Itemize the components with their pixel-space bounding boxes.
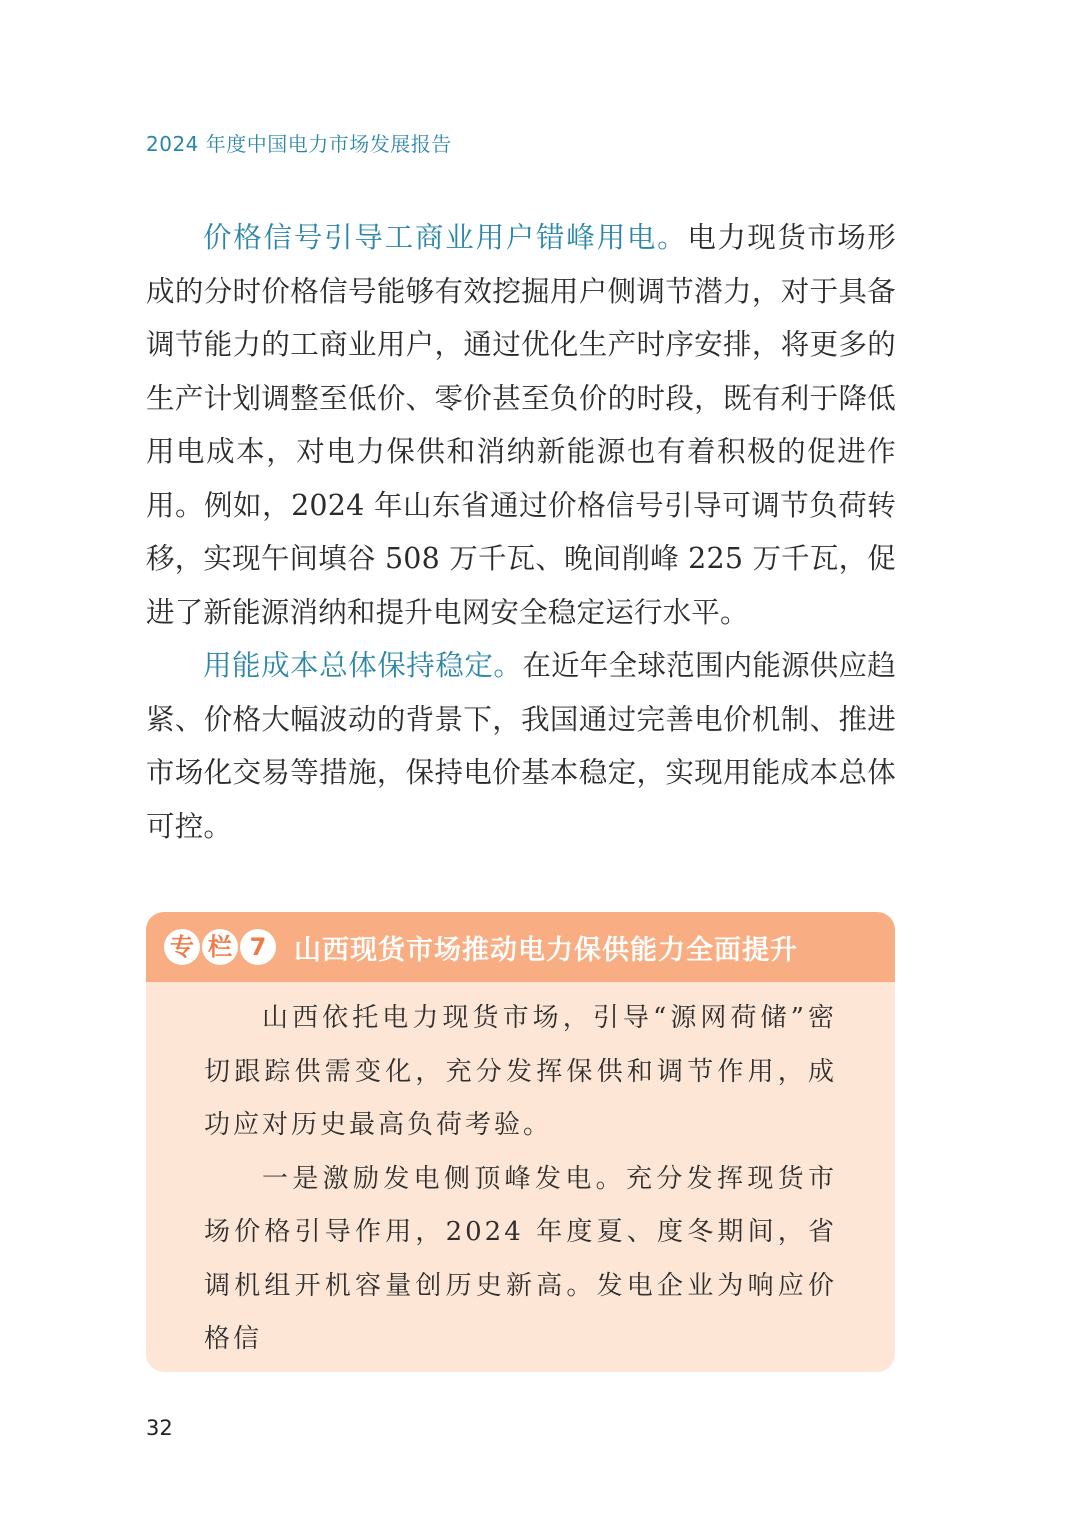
paragraph-text: 在近年全球范围内能源供应趋紧、价格大幅波动的背景下，我国通过完善电价机制、推进市场化交易等措施，保持电价基本稳定，实现用能成本总体可控。 xyxy=(146,649,896,843)
feature-box-title: 山西现货市场推动电力保供能力全面提升 xyxy=(294,934,798,966)
badge-char: 专 xyxy=(164,929,200,965)
column-badge xyxy=(164,929,276,965)
feature-box xyxy=(146,912,895,1372)
feature-box-paragraph: 一是激励发电侧顶峰发电。充分发挥现货市场价格引导作用，2024 年度夏、度冬期间，省调机组开机容量创历史新高。发电企业为响应价格信 xyxy=(204,1163,837,1354)
paragraph-energy-cost xyxy=(146,639,896,853)
feature-box-paragraph: 山西依托电力现货市场，引导“源网荷储”密切跟踪供需变化，充分发挥保供和调节作用，成功应对历史最高负荷考验。 xyxy=(204,1003,837,1140)
paragraph-text: 电力现货市场形成的分时价格信号能够有效挖掘用户侧调节潜力，对于具备调节能力的工商业用户，通过优化生产时序安排，将更多的生产计划调整至低价、零价甚至负价的时段，既有利于降低用电成本，对电力保供和消纳新能源也有着积极的促进作用。例如，2024 年山东省通过价格信号引导可调节负荷转移，实现午间填谷 508 万千瓦、晚间削峰 225 万千瓦，促进了新能源消纳和提升电网安全稳定运行水平。 xyxy=(146,221,896,629)
feature-box-header xyxy=(146,912,895,982)
paragraph-lead: 用能成本总体保持稳定。 xyxy=(203,649,523,682)
running-header: 2024 年度中国电力市场发展报告 xyxy=(146,132,452,156)
paragraph-lead: 价格信号引导工商业用户错峰用电。 xyxy=(203,221,688,254)
feature-box-body xyxy=(146,982,895,1367)
badge-number: 7 xyxy=(240,929,276,965)
badge-char: 栏 xyxy=(202,929,238,965)
page-number: 32 xyxy=(146,1416,173,1440)
paragraph-price-signal xyxy=(146,211,896,639)
main-body-text xyxy=(146,211,896,853)
